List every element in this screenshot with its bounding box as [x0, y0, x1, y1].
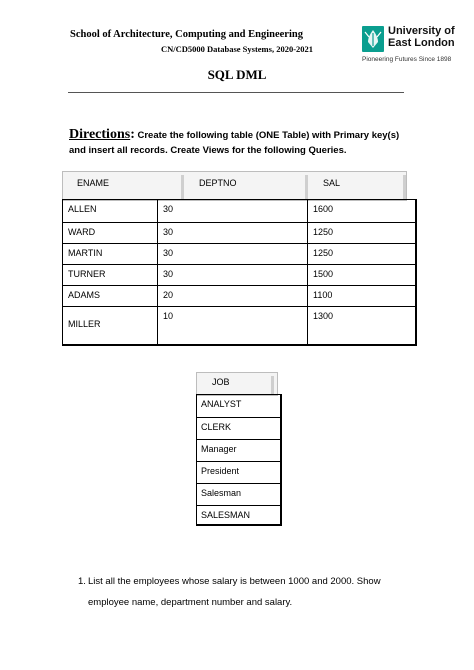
header-separator [403, 175, 406, 199]
table-row: ANALYST [201, 399, 242, 409]
cell-ename: WARD [68, 227, 96, 237]
cell-deptno: 30 [163, 248, 174, 258]
table-row [63, 243, 416, 264]
table-row: SALESMAN [197, 505, 281, 525]
employee-table-header [62, 171, 407, 201]
cell-sal: 1300 [313, 311, 334, 321]
cell-sal: 1100 [313, 290, 333, 300]
university-name: University of East London [388, 25, 455, 49]
cell-ename: ALLEN [68, 204, 97, 214]
table-row: President [197, 461, 281, 483]
school-name: School of Architecture, Computing and Engineering [70, 29, 303, 40]
cell-sal: 1600 [313, 204, 334, 214]
header-separator [181, 175, 184, 199]
employee-table [62, 171, 417, 346]
cell-sal: 1500 [313, 269, 334, 279]
cell-deptno: 30 [163, 269, 174, 279]
table-row: CLERK [197, 417, 281, 439]
cell-ename: MILLER [68, 319, 101, 329]
header-separator [305, 175, 308, 199]
course-name: CN/CD5000 Database Systems, 2020-2021 [160, 44, 314, 54]
column-header-deptno: DEPTNO [199, 178, 237, 188]
table-row [63, 264, 416, 285]
question-text: List all the employees whose salary is between 1000 and 2000. Show employee name, department number and salary. [88, 576, 381, 608]
cell-deptno: 30 [163, 227, 174, 237]
table-row [63, 222, 416, 243]
question-1 [78, 571, 418, 613]
university-tagline: Pioneering Futures Since 1898 [362, 56, 452, 63]
column-header-ename: ENAME [77, 178, 110, 188]
column-divider [157, 200, 158, 345]
cell-deptno: 30 [163, 204, 174, 214]
header-separator [271, 376, 274, 394]
page-title: SQL DML [207, 67, 267, 82]
table-row [63, 285, 416, 306]
column-header-job: JOB [196, 372, 278, 396]
cell-ename: TURNER [68, 269, 106, 279]
cell-ename: MARTIN [68, 248, 103, 258]
table-row: Salesman [197, 483, 281, 505]
directions-text: Create the following table (ONE Table) with Primary key(s) and insert all records. Create Views for the following Queries. [69, 130, 400, 156]
column-header-sal: SAL [323, 178, 341, 188]
table-row: Manager [197, 439, 281, 461]
table-row [63, 306, 416, 345]
job-table-body [196, 394, 282, 526]
directions-label: Directions [69, 127, 131, 142]
cell-sal: 1250 [313, 248, 334, 258]
uel-emblem-icon [362, 26, 384, 52]
cell-deptno: 20 [163, 290, 174, 300]
title-divider [68, 92, 404, 93]
job-table [196, 372, 282, 526]
employee-table-body [62, 199, 417, 346]
cell-deptno: 10 [163, 311, 174, 321]
cell-sal: 1250 [313, 227, 334, 237]
directions-paragraph [69, 127, 409, 158]
university-logo [362, 23, 472, 69]
column-divider [307, 200, 308, 345]
table-row [63, 200, 416, 222]
cell-ename: ADAMS [68, 290, 101, 300]
question-number: 1. [78, 576, 86, 587]
directions-colon: : [130, 127, 135, 142]
